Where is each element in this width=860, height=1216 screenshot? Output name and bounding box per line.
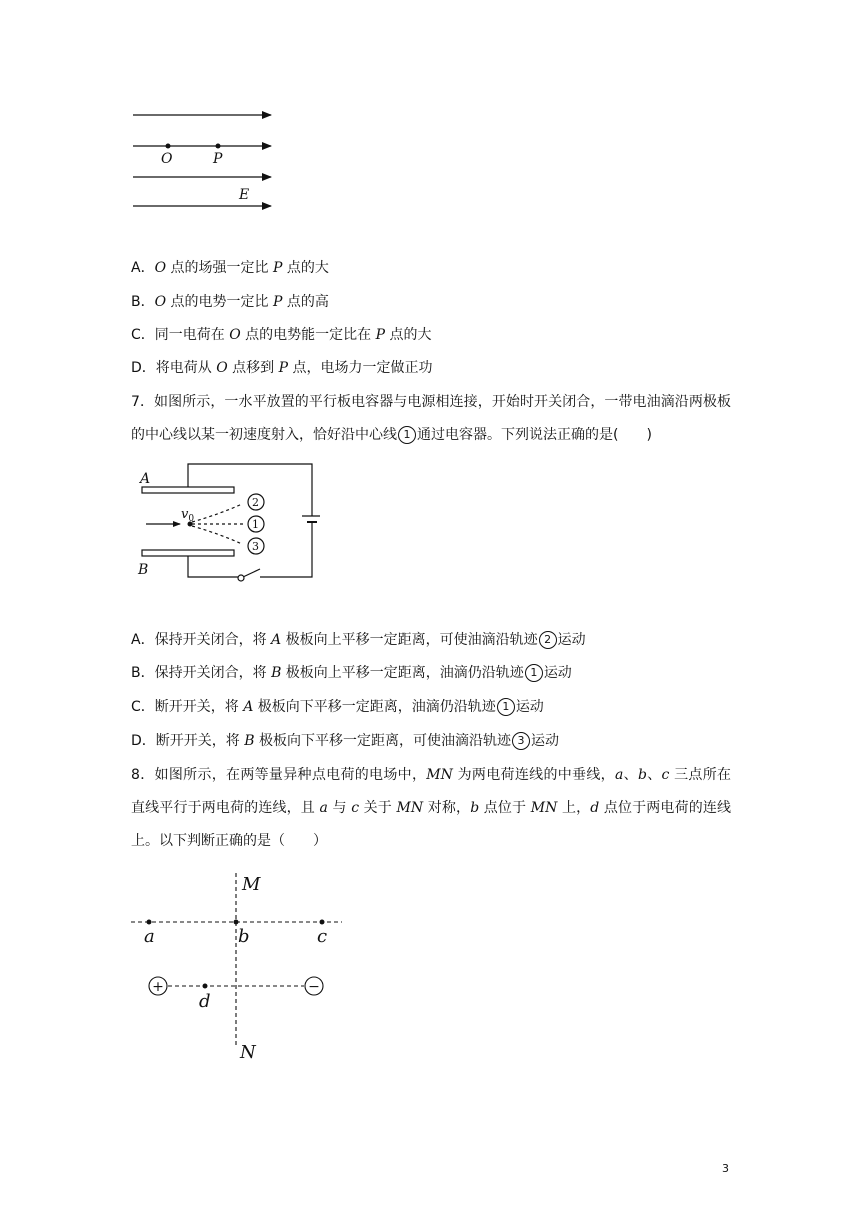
- label-e: E: [239, 187, 250, 203]
- q8-stem: 8．如图所示，在两等量异种点电荷的电场中，MN 为两电荷连线的中垂线，a、b、c 三点所在直线平行于两电荷的连线，且 a 与 c 关于 MN 对称，b 点位于 MN 上，d 点位于两电荷的连线上。以下判断正确的是（ ）: [131, 767, 732, 849]
- label-path-1: 1: [252, 518, 259, 531]
- plate-b: [142, 550, 234, 556]
- q6-option-b: B．O 点的电势一定比 P 点的高: [131, 294, 329, 310]
- label-plate-a: A: [140, 471, 151, 487]
- label-v0: $v_0$: [181, 507, 195, 524]
- wire-right: [260, 522, 312, 577]
- q6-option-a: A．O 点的场强一定比 P 点的大: [131, 260, 329, 276]
- plate-a: [142, 487, 234, 493]
- wire-bottom: [188, 556, 238, 577]
- label-path-3: 3: [252, 540, 259, 553]
- dipole-figure: [128, 868, 348, 1068]
- capacitor-figure: [130, 458, 320, 588]
- q7-option-b: B．保持开关闭合，将 B 极板向上平移一定距离，油滴仍沿轨迹 1 运动: [131, 665, 572, 681]
- q7-option-a: A．保持开关闭合，将 A 极板向上平移一定距离，可使油滴沿轨迹 2 运动: [131, 632, 586, 648]
- label-plate-b: B: [138, 562, 149, 578]
- path-mark: 1: [398, 426, 416, 444]
- q7-option-c: C．断开开关，将 A 极板向下平移一定距离，油滴仍沿轨迹 1 运动: [131, 699, 544, 715]
- switch-pivot: [238, 575, 244, 581]
- label-a: a: [144, 926, 155, 947]
- q6-option-d: D．将电荷从 O 点移到 P 点，电场力一定做正功: [131, 360, 433, 376]
- minus-sign: −: [308, 979, 320, 995]
- point-a: [147, 920, 152, 925]
- q6-option-c: C．同一电荷在 O 点的电势能一定比在 P 点的大: [131, 327, 432, 343]
- point-d: [203, 984, 208, 989]
- page-number: 3: [722, 1162, 729, 1175]
- label-path-2: 2: [252, 496, 259, 509]
- label-p: P: [213, 151, 223, 167]
- point-p: [216, 144, 221, 149]
- label-o: O: [161, 151, 173, 167]
- label-d: d: [199, 991, 211, 1012]
- trajectory-2: [192, 504, 242, 522]
- label-b: b: [238, 926, 250, 947]
- point-b: [234, 920, 239, 925]
- plus-sign: +: [152, 979, 164, 995]
- point-o: [166, 144, 171, 149]
- switch-blade: [243, 569, 260, 577]
- q7-option-d: D．断开开关，将 B 极板向下平移一定距离，可使油滴沿轨迹 3 运动: [131, 733, 559, 749]
- label-c: c: [317, 926, 328, 947]
- trajectory-3: [192, 526, 242, 544]
- field-lines-figure: [125, 100, 285, 220]
- q7-stem: 7．如图所示，一水平放置的平行板电容器与电源相连接，开始时开关闭合，一带电油滴沿两极板的中心线以某一初速度射入，恰好沿中心线 1 通过电容器。下列说法正确的是( ): [131, 394, 731, 443]
- label-m: M: [242, 874, 261, 895]
- label-n: N: [240, 1042, 256, 1063]
- point-c: [320, 920, 325, 925]
